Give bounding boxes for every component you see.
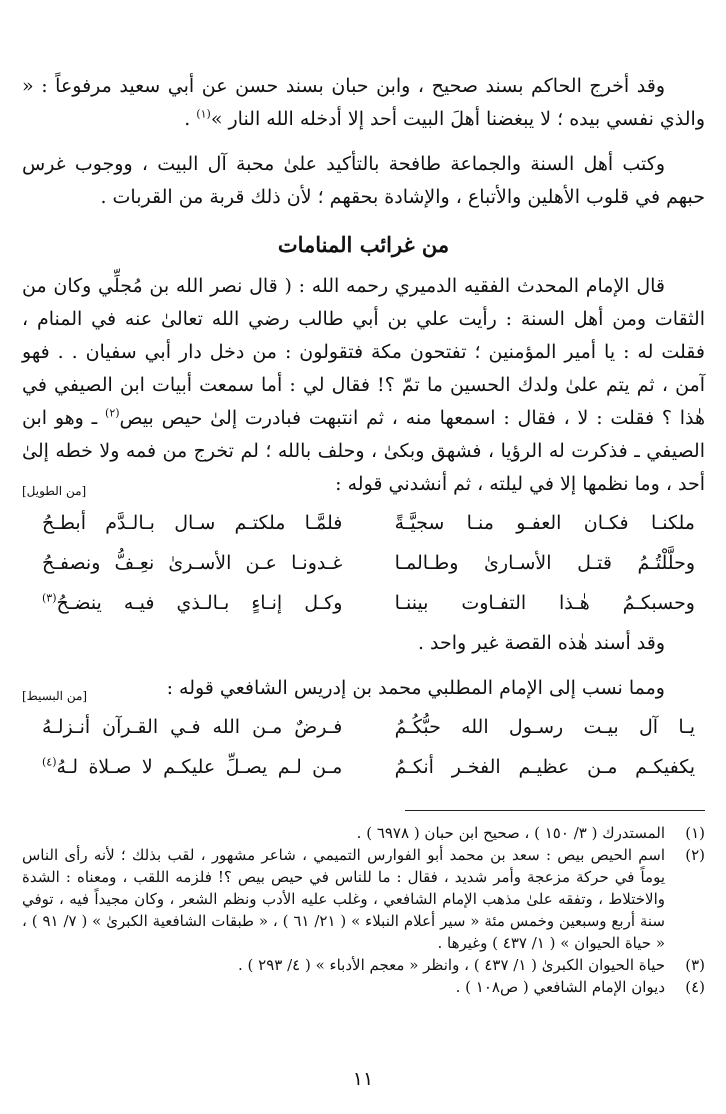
- hemistich-text: وكـل إنـاءٍ بـالـذي فيـه ينضـحُ: [56, 592, 343, 614]
- footnote: [22, 844, 705, 954]
- hemistich-first: وحلَّلْتُـمُ قتـل الأسـارىٰ وطـالمـا: [394, 552, 695, 574]
- footnote-text: المستدرك ( ٣/ ١٥٠ ) ، صحيح ابن حبان ( ٦٩٧٨ ) .: [356, 824, 665, 842]
- paragraph: وقد أسند هٰذه القصة غير واحد .: [417, 632, 665, 654]
- hemistich-second: غـدونـا عـن الأسـرىٰ نعِـفُّ ونصفـحُ: [42, 552, 343, 574]
- verse: [22, 543, 705, 583]
- footnote-ref: (٣): [42, 591, 57, 605]
- footnote-number: (١): [685, 824, 705, 842]
- footnote-number: (٤): [685, 978, 705, 996]
- hemistich-second: فـرضٌ مـن الله فـي القـرآن أنـزلـهُ: [42, 716, 343, 738]
- hemistich-second: [42, 747, 342, 787]
- story-text: قال الإمام المحدث الفقيه الدميري رحمه الله : ( قال نصر الله بن مُجلِّي وكان من الثقات ومن أهل السنة : رأيت علي بن أبي طالب رضي الله تعالىٰ عنه في المنام ، فقلت له : يا أمير المؤمنين ؛ تفتحون مكة فتقولون : من دخل دار أبي سفيان . . فهو آمن ، ثم يتم علىٰ ولدك الحسين ما تمّ ؟! فقال لي : أما سمعت أبيات ابن الصيفي في هٰذا ؟ فقلت : لا ، فقال : اسمعها منه ، ثم انتبهت فبادرت إلىٰ حيص بيص: [22, 275, 705, 429]
- footnote-text: حياة الحيوان الكبرىٰ ( ١/ ٤٣٧ ) ، وانظر « معجم الأدباء » ( ٤/ ٢٩٣ ) .: [237, 956, 665, 974]
- meter-label: [من البسيط]: [22, 689, 88, 703]
- hemistich-second: [42, 583, 342, 623]
- hemistich-second: فلمَّـا ملكتـم سـال بـالـدَّم أبطـحُ: [42, 512, 343, 534]
- story-paragraph: [22, 270, 705, 501]
- footnote: [22, 822, 705, 844]
- paragraph: وكتب أهل السنة والجماعة طافحة بالتأكيد علىٰ محبة آل البيت ، ووجوب غرس حبهم في قلوب الأهلين والأتباع ، والإشادة بحقهم ؛ لأن ذلك قربة من القربات .: [22, 153, 705, 208]
- page-body: [22, 70, 705, 996]
- paragraph-text: وقد أخرج الحاكم بسند صحيح ، وابن حبان بسند حسن عن أبي سعيد مرفوعاً : « والذي نفسي بيده ؛ لا يبغضنا أهلَ البيت أحد إلا أدخله الله النار »: [22, 75, 705, 130]
- verse: [22, 503, 705, 543]
- hemistich-first: يـا آل بيـت رسـول الله حبُّكُـمُ: [394, 716, 695, 738]
- hemistich-text: مـن لـم يصـلِّ عليكـم لا صـلاة لـهُ: [56, 756, 343, 778]
- verse: [22, 583, 705, 623]
- poem: [22, 707, 705, 787]
- hemistich-first: وحسبكـمُ هٰـذا التفـاوت بيننـا: [394, 592, 695, 614]
- footnote-number: (٢): [685, 846, 705, 864]
- paragraph: وقد أخرج الحاكم بسند صحيح ، وابن حبان بسند حسن عن أبي سعيد مرفوعاً : « والذي نفسي بيده ؛ لا يبغضنا أهلَ البيت أحد إلا أدخله الله النار »$^{(١)}$ .: [22, 75, 705, 130]
- footnote-ref: (٢): [105, 406, 120, 420]
- story-text-end: ـ وهو ابن الصيفي ـ فذكرت له الرؤيا ، فشهق وبكىٰ ، وحلف بالله ؛ لم تخرج من فمه ولا خطه إلىٰ أحد ، وما نظمها إلا في ليلته ، ثم أنشدني قوله :: [22, 407, 705, 495]
- hemistich-first: ملكنـا فكـان العفـو منـا سجيَّـةً: [394, 512, 695, 534]
- footnote-text: اسم الحيص بيص : سعد بن محمد أبو الفوارس التميمي ، شاعر مشهور ، لقب بذلك ؛ لأنه رأى الناس يوماً في حركة مزعجة وأمر شديد ، فقال : ما للناس في حيص بيص ؟! فلزمه اللقب ، ومعناه : الشدة والاختلاط ، وتفقه علىٰ مذهب الإمام الشافعي ، وغلب عليه الأدب ونظم الشعر ، وكان مجيداً فيه ، توفي سنة أربع وسبعين وخمس مئة « سير أعلام النبلاء » ( ٢١/ ٦١ ) ، « طبقات الشافعية الكبرىٰ » ( ٧/ ٩١ ) ، « حياة الحيوان » ( ١/ ٤٣٧ ) وغيرها .: [22, 846, 665, 952]
- hemistich-first: يكفيكـم مـن عظيـم الفخـر أنكـمُ: [394, 756, 695, 778]
- section-heading: من غرائب المنامات: [277, 232, 450, 257]
- verse: [22, 747, 705, 787]
- poem: [22, 503, 705, 623]
- footnotes: [22, 822, 705, 998]
- meter-label: [من الطويل]: [22, 484, 87, 498]
- footnote: [22, 976, 705, 998]
- footnote-divider: [405, 810, 705, 811]
- page-number: ١١: [352, 1068, 374, 1090]
- intro-text: ومما نسب إلى الإمام المطلبي محمد بن إدريس الشافعي قوله :: [166, 677, 665, 699]
- footnote-ref: (٤): [42, 755, 57, 769]
- verse: [22, 707, 705, 747]
- intro-line: [22, 672, 705, 705]
- footnote-number: (٣): [685, 956, 705, 974]
- footnote: [22, 954, 705, 976]
- footnote-ref: (١): [196, 107, 211, 121]
- footnote-text: ديوان الإمام الشافعي ( ص١٠٨ ) .: [455, 978, 665, 996]
